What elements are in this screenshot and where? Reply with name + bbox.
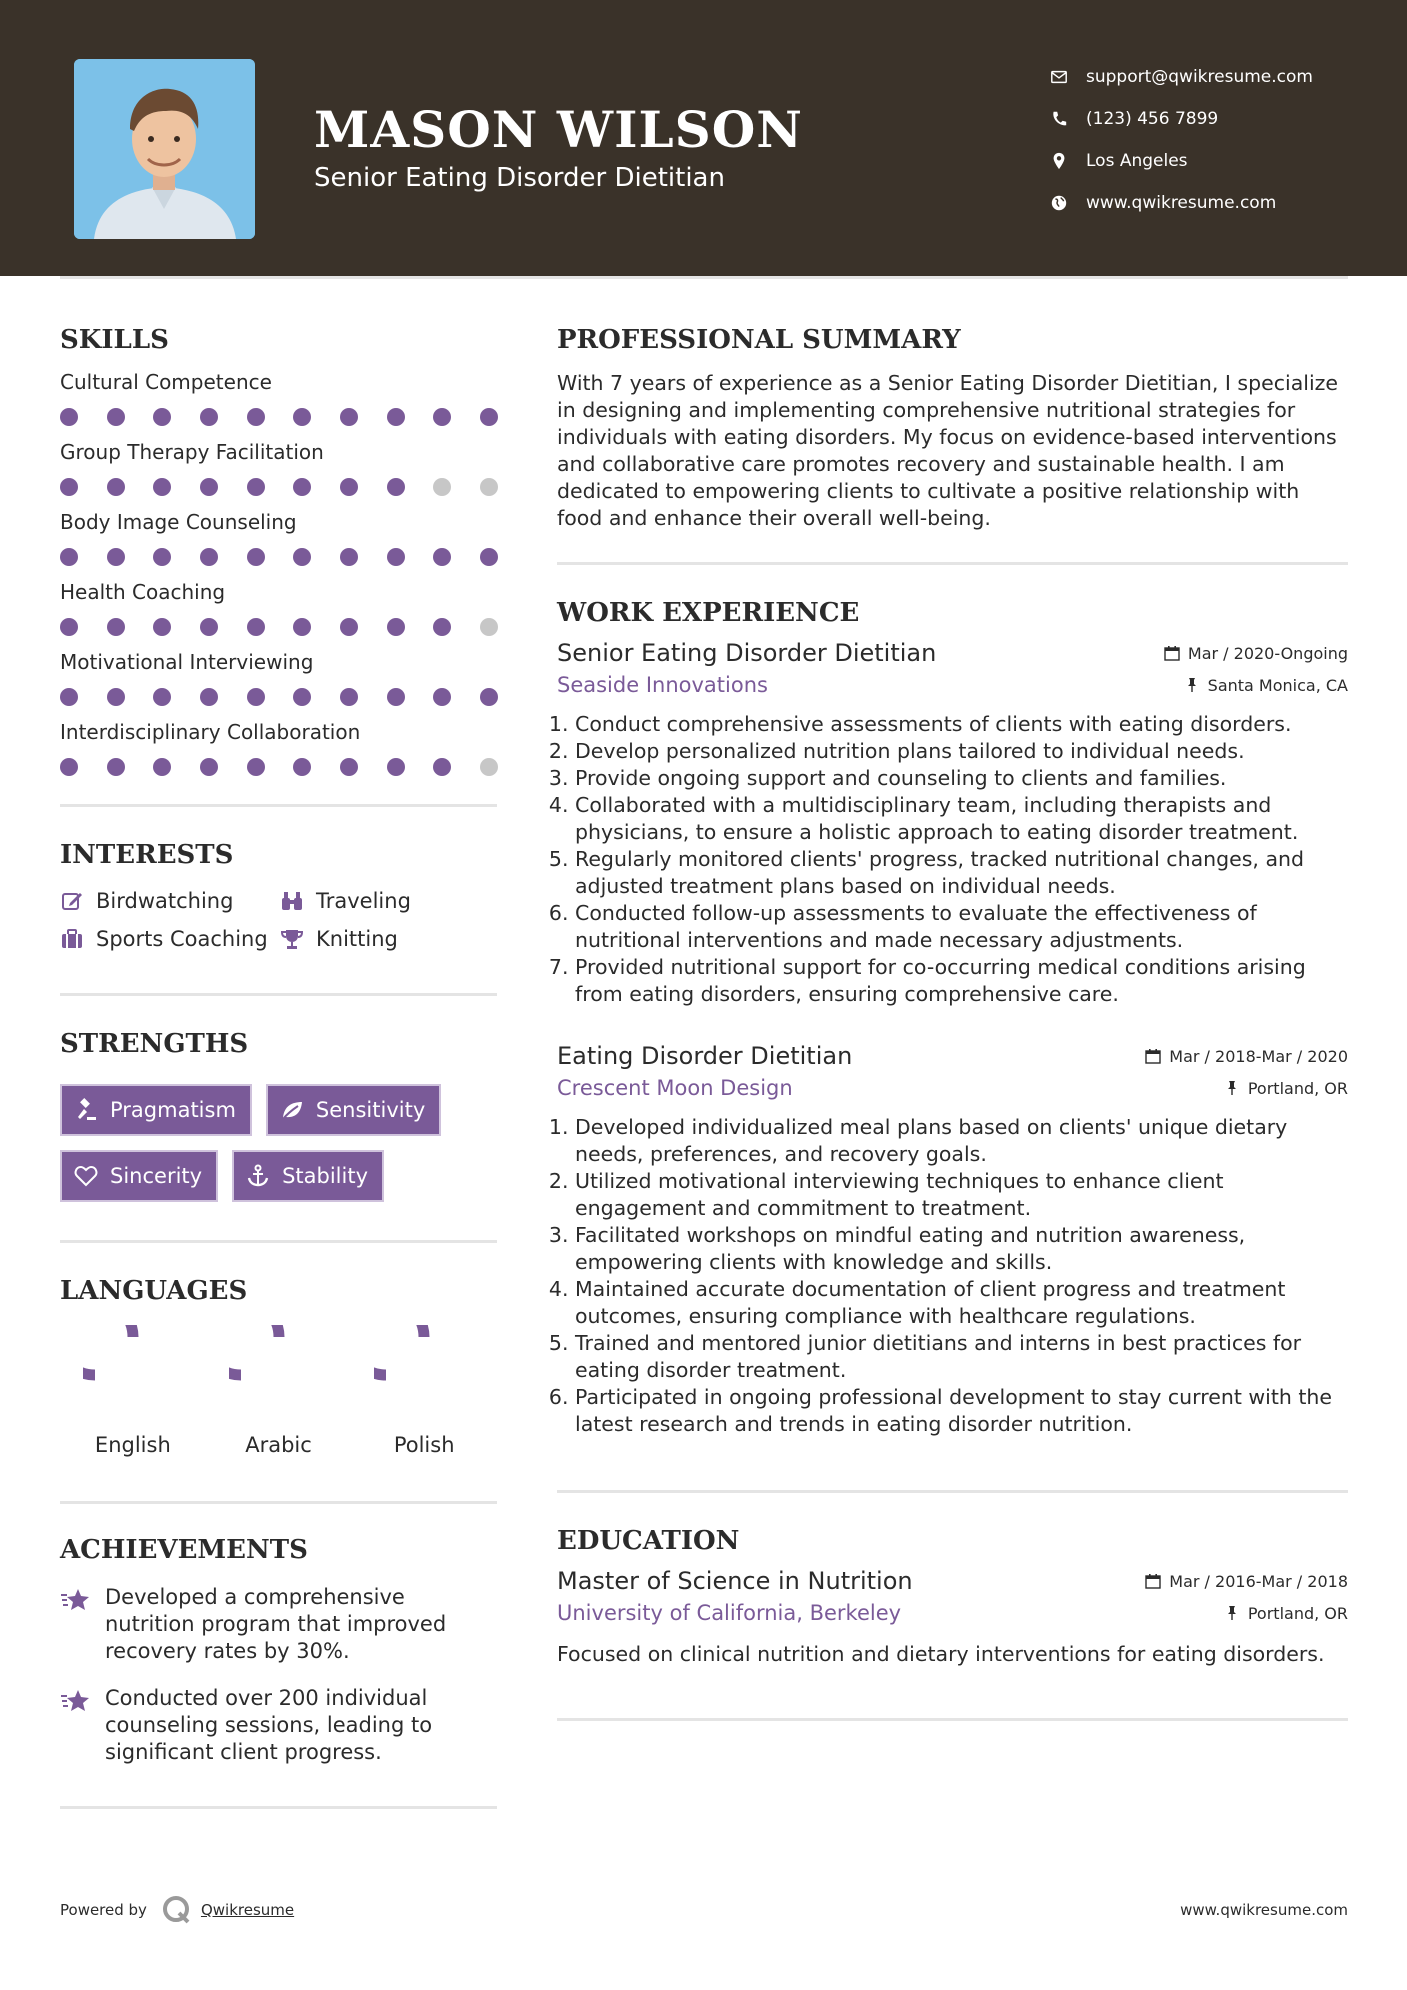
header-bar <box>0 0 1407 276</box>
pushpin-icon <box>1224 1080 1240 1096</box>
school-name: University of California, Berkeley <box>557 1601 902 1625</box>
footer-website[interactable]: www.qwikresume.com <box>1180 1901 1348 1919</box>
duty-list <box>557 711 1348 1008</box>
language-level-ring <box>229 1325 329 1425</box>
language-item <box>351 1325 497 1457</box>
rating-dot-filled <box>247 548 265 566</box>
rating-dot-filled <box>200 618 218 636</box>
rating-dot-filled <box>293 618 311 636</box>
interests-section <box>60 833 497 951</box>
contact-email[interactable] <box>1050 56 1370 98</box>
left-column <box>60 318 497 1809</box>
language-name: Arabic <box>245 1433 312 1457</box>
interest-label: Knitting <box>316 927 398 951</box>
rating-dot-filled <box>107 548 125 566</box>
pushpin-icon <box>1224 1605 1240 1621</box>
rating-dot-filled <box>340 548 358 566</box>
rating-dot-filled <box>293 758 311 776</box>
section-divider <box>557 1718 1348 1721</box>
rating-dot-filled <box>433 618 451 636</box>
achievements-section <box>60 1528 497 1766</box>
skill-rating <box>60 548 498 566</box>
strength-tag <box>60 1084 252 1136</box>
star-award-icon <box>60 1685 92 1717</box>
job-location <box>1184 676 1348 695</box>
language-level-ring <box>374 1325 474 1425</box>
rating-dot-filled <box>107 618 125 636</box>
duty-item: 6. Conducted follow-up assessments to evaluate the effectiveness of nutritional interventions and made necessary adjustments. <box>575 900 1348 954</box>
section-divider <box>60 1501 497 1504</box>
rating-dot-filled <box>107 688 125 706</box>
rating-dot-filled <box>247 688 265 706</box>
calendar-icon <box>1145 1573 1161 1589</box>
strengths-list <box>60 1084 497 1202</box>
section-divider <box>557 562 1348 565</box>
section-divider <box>557 1490 1348 1493</box>
rating-dot-filled <box>433 548 451 566</box>
contact-website-text: www.qwikresume.com <box>1086 193 1277 213</box>
duty-item: 5. Trained and mentored junior dietitians and interns in best practices for eating disorder treatment. <box>575 1330 1348 1384</box>
rating-dot-filled <box>340 478 358 496</box>
achievement-item <box>60 1584 497 1665</box>
interest-label: Traveling <box>316 889 411 913</box>
envelope-icon <box>1050 68 1086 86</box>
skill-name: Group Therapy Facilitation <box>60 440 324 464</box>
contact-location <box>1050 140 1370 182</box>
rating-dot-filled <box>340 758 358 776</box>
language-item <box>206 1325 352 1457</box>
powered-by-text: Powered by <box>60 1901 147 1919</box>
rating-dot-filled <box>480 548 498 566</box>
duty-item: 2. Utilized motivational interviewing techniques to enhance client engagement and commitment to treatment. <box>575 1168 1348 1222</box>
rating-dot-filled <box>480 688 498 706</box>
interest-item <box>60 927 280 951</box>
interest-item <box>280 927 480 951</box>
rating-dot-filled <box>60 688 78 706</box>
achievement-text: Developed a comprehensive nutrition program that improved recovery rates by 30%. <box>105 1585 447 1663</box>
duty-item: 7. Provided nutritional support for co-occurring medical conditions arising from eating disorders, ensuring comprehensive care. <box>575 954 1348 1008</box>
rating-dot-filled <box>340 618 358 636</box>
rating-dot-filled <box>387 548 405 566</box>
profile-photo <box>74 59 255 239</box>
rating-dot-filled <box>247 758 265 776</box>
rating-dot-filled <box>340 688 358 706</box>
rating-dot-filled <box>153 688 171 706</box>
rating-dot-filled <box>60 758 78 776</box>
duty-item: 1. Conduct comprehensive assessments of clients with eating disorders. <box>575 711 1348 738</box>
job-list <box>557 639 1348 1438</box>
rating-dot-filled <box>293 548 311 566</box>
rating-dot-filled <box>200 758 218 776</box>
job-location <box>1224 1079 1348 1098</box>
header-divider <box>60 276 1348 279</box>
rating-dot-filled <box>60 618 78 636</box>
achievement-item <box>60 1685 497 1766</box>
rating-dot-filled <box>247 478 265 496</box>
contact-list <box>1050 56 1370 224</box>
skill-name: Body Image Counseling <box>60 510 297 534</box>
rating-dot-filled <box>60 548 78 566</box>
rating-dot-filled <box>153 618 171 636</box>
skills-heading: SKILLS <box>60 325 169 355</box>
right-column <box>557 318 1348 1721</box>
rating-dot-filled <box>153 478 171 496</box>
duty-item: 4. Collaborated with a multidisciplinary team, including therapists and physicians, to ensure a holistic approach to eating disorder treatment. <box>575 792 1348 846</box>
strength-tag <box>232 1150 384 1202</box>
company-name: Seaside Innovations <box>557 673 768 697</box>
leaf-icon <box>280 1098 304 1122</box>
rating-dot-filled <box>200 688 218 706</box>
language-name: English <box>94 1433 171 1457</box>
rating-dot-filled <box>387 618 405 636</box>
strength-label: Sincerity <box>110 1164 203 1188</box>
brand-link[interactable]: Qwikresume <box>200 1901 295 1919</box>
duty-item: 1. Developed individualized meal plans based on clients' unique dietary needs, preferences, and recovery goals. <box>575 1114 1348 1168</box>
contact-email-text: support@qwikresume.com <box>1086 67 1313 87</box>
duty-item: 6. Participated in ongoing professional development to stay current with the latest research and trends in eating disorder nutrition. <box>575 1384 1348 1438</box>
interests-heading: INTERESTS <box>60 840 234 870</box>
achievements-heading: ACHIEVEMENTS <box>60 1535 308 1565</box>
rating-dot-filled <box>200 548 218 566</box>
section-divider <box>60 1806 497 1809</box>
calendar-icon <box>1164 645 1180 661</box>
job-location-text: Santa Monica, CA <box>1207 675 1348 695</box>
job-dates-text: Mar / 2020-Ongoing <box>1187 643 1348 663</box>
globe-icon <box>1050 194 1086 212</box>
rating-dot-filled <box>200 478 218 496</box>
language-level-ring <box>83 1325 183 1425</box>
job-title: Eating Disorder Dietitian <box>557 1042 853 1070</box>
language-level-arc <box>374 1325 424 1375</box>
duty-item: 3. Facilitated workshops on mindful eating and nutrition awareness, empowering clients with knowledge and skills. <box>575 1222 1348 1276</box>
binoculars-icon <box>280 889 304 913</box>
rating-dot-filled <box>247 618 265 636</box>
job-subheader <box>557 673 1348 697</box>
heart-icon <box>74 1164 98 1188</box>
interest-label: Sports Coaching <box>96 927 268 951</box>
rating-dot-filled <box>387 408 405 426</box>
interest-label: Birdwatching <box>96 889 234 913</box>
job-dates <box>1164 644 1348 663</box>
job-dates-text: Mar / 2018-Mar / 2020 <box>1169 1046 1348 1066</box>
rating-dot-filled <box>153 758 171 776</box>
skill-name: Interdisciplinary Collaboration <box>60 720 361 744</box>
rating-dot-filled <box>60 478 78 496</box>
summary-heading: PROFESSIONAL SUMMARY <box>557 325 961 355</box>
interest-item <box>280 889 480 913</box>
education-dates <box>1145 1572 1348 1591</box>
duty-list <box>557 1114 1348 1438</box>
qwikresume-logo-icon <box>161 1894 193 1926</box>
languages-section <box>60 1269 497 1457</box>
job-header <box>557 639 1348 667</box>
rating-dot-filled <box>293 688 311 706</box>
education-subheader <box>557 1601 1348 1625</box>
rating-dot-empty <box>480 618 498 636</box>
section-divider <box>60 1240 497 1243</box>
rating-dot-filled <box>387 478 405 496</box>
trophy-icon <box>280 927 304 951</box>
education-location-text: Portland, OR <box>1247 1603 1348 1623</box>
rating-dot-filled <box>153 548 171 566</box>
strengths-section <box>60 1022 497 1202</box>
rating-dot-filled <box>153 408 171 426</box>
summary-text: With 7 years of experience as a Senior Eating Disorder Dietitian, I specialize in designing and implementing comprehensive nutritional strategies for individuals with eating disorders. My focus on evidence-based interventions and collaborative care promotes recovery and sustainable health. I am dedicated to empowering clients to cultivate a positive relationship with food and enhance their overall well-being. <box>557 371 1339 530</box>
skill-rating <box>60 478 498 496</box>
achievement-text: Conducted over 200 individual counseling sessions, leading to significant client progress. <box>105 1686 433 1764</box>
language-level-arc <box>229 1325 279 1375</box>
star-award-icon <box>60 1584 92 1616</box>
rating-dot-filled <box>387 758 405 776</box>
rating-dot-filled <box>433 688 451 706</box>
calendar-icon <box>1145 1048 1161 1064</box>
education-heading: EDUCATION <box>557 1526 740 1556</box>
duty-item: 2. Develop personalized nutrition plans tailored to individual needs. <box>575 738 1348 765</box>
skills-section <box>60 318 497 776</box>
contact-location-text: Los Angeles <box>1086 151 1188 171</box>
candidate-name: MASON WILSON <box>314 100 803 159</box>
map-pin-icon <box>1050 152 1086 170</box>
rating-dot-filled <box>293 478 311 496</box>
strength-tag <box>266 1084 441 1136</box>
rating-dot-filled <box>433 408 451 426</box>
avatar-illustration <box>74 59 255 239</box>
education-location <box>1224 1604 1348 1623</box>
duty-item: 5. Regularly monitored clients' progress, tracked nutritional changes, and adjusted treatment plans based on individual needs. <box>575 846 1348 900</box>
education-header <box>557 1567 1348 1595</box>
strength-tag <box>60 1150 218 1202</box>
contact-website[interactable] <box>1050 182 1370 224</box>
skill-name: Health Coaching <box>60 580 226 604</box>
work-section <box>557 591 1348 1438</box>
rating-dot-empty <box>480 478 498 496</box>
strengths-heading: STRENGTHS <box>60 1029 249 1059</box>
rating-dot-filled <box>387 688 405 706</box>
rating-dot-filled <box>293 408 311 426</box>
phone-icon <box>1050 110 1086 128</box>
rating-dot-empty <box>433 478 451 496</box>
gavel-icon <box>74 1098 98 1122</box>
education-section <box>557 1519 1348 1668</box>
section-divider <box>60 993 497 996</box>
job-title: Senior Eating Disorder Dietitian <box>557 639 937 667</box>
pencil-square-icon <box>60 889 84 913</box>
language-level-arc <box>83 1325 133 1375</box>
skill-rating <box>60 618 498 636</box>
job-entry <box>557 1042 1348 1438</box>
pushpin-icon <box>1184 677 1200 693</box>
rating-dot-filled <box>247 408 265 426</box>
education-description: Focused on clinical nutrition and dietary interventions for eating disorders. <box>557 1642 1325 1666</box>
job-subheader <box>557 1076 1348 1100</box>
education-dates-text: Mar / 2016-Mar / 2018 <box>1169 1571 1348 1591</box>
rating-dot-filled <box>433 758 451 776</box>
contact-phone-text: (123) 456 7899 <box>1086 109 1219 129</box>
summary-section <box>557 318 1348 532</box>
job-header <box>557 1042 1348 1070</box>
skills-list <box>60 368 497 776</box>
skill-rating <box>60 408 498 426</box>
job-dates <box>1145 1047 1348 1066</box>
rating-dot-filled <box>60 408 78 426</box>
job-entry <box>557 639 1348 1008</box>
work-heading: WORK EXPERIENCE <box>557 598 860 628</box>
interest-item <box>60 889 280 913</box>
duty-item: 4. Maintained accurate documentation of client progress and treatment outcomes, ensuring compliance with healthcare regulations. <box>575 1276 1348 1330</box>
rating-dot-filled <box>480 408 498 426</box>
rating-dot-filled <box>340 408 358 426</box>
rating-dot-empty <box>480 758 498 776</box>
language-name: Polish <box>393 1433 455 1457</box>
section-divider <box>60 804 497 807</box>
company-name: Crescent Moon Design <box>557 1076 793 1100</box>
strength-label: Sensitivity <box>315 1098 426 1122</box>
job-location-text: Portland, OR <box>1247 1078 1348 1098</box>
strength-label: Stability <box>282 1164 369 1188</box>
skill-name: Motivational Interviewing <box>60 650 314 674</box>
language-item <box>60 1325 206 1457</box>
skill-rating <box>60 758 498 776</box>
duty-item: 3. Provide ongoing support and counseling to clients and families. <box>575 765 1348 792</box>
contact-phone[interactable] <box>1050 98 1370 140</box>
rating-dot-filled <box>107 478 125 496</box>
rating-dot-filled <box>200 408 218 426</box>
skill-name: Cultural Competence <box>60 370 272 394</box>
languages-list <box>60 1325 497 1457</box>
suitcase-icon <box>60 927 84 951</box>
languages-heading: LANGUAGES <box>60 1276 248 1306</box>
degree-title: Master of Science in Nutrition <box>557 1567 913 1595</box>
footer-brand <box>60 1894 294 1926</box>
skill-rating <box>60 688 498 706</box>
candidate-title: Senior Eating Disorder Dietitian <box>314 163 725 193</box>
footer <box>60 1890 1348 1930</box>
rating-dot-filled <box>107 758 125 776</box>
interests-list <box>60 889 497 951</box>
anchor-icon <box>246 1164 270 1188</box>
rating-dot-filled <box>107 408 125 426</box>
strength-label: Pragmatism <box>110 1098 236 1122</box>
